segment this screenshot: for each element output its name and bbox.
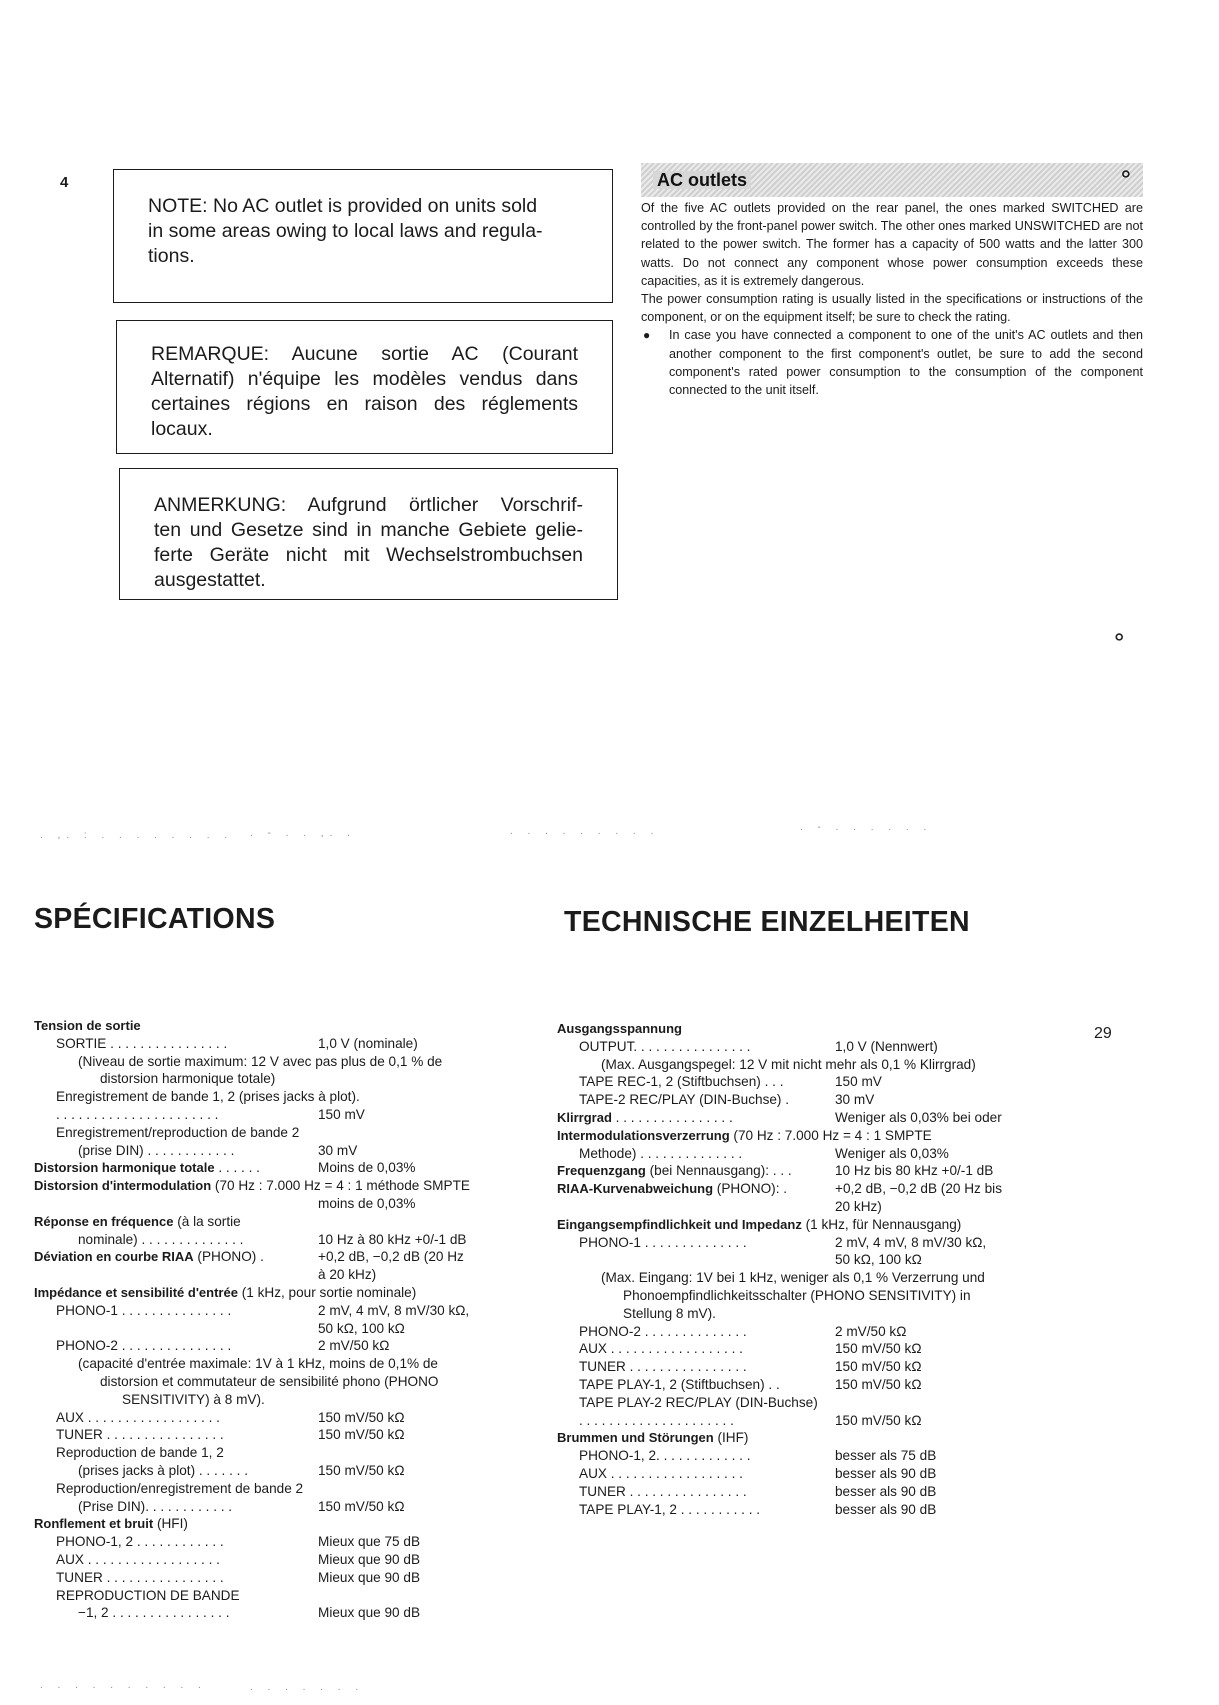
note-line: ANMERKUNG: Aufgrund örtlicher Vorschrif-: [154, 494, 583, 516]
spec-row: [34, 1106, 554, 1124]
spec-label: [623, 1305, 716, 1323]
spec-label: [557, 1429, 748, 1447]
spec-label: [34, 1213, 241, 1231]
spec-row: [557, 1251, 1077, 1269]
spec-value: 1,0 V (nominale): [318, 1035, 418, 1051]
spec-value: 150 mV/50 kΩ: [835, 1359, 922, 1375]
spec-label-text: . . . . . . . . . . . . . . . . . . . . . .: [56, 1106, 219, 1122]
spec-row: [557, 1465, 1077, 1483]
spec-label: [56, 1587, 240, 1605]
spec-row: [34, 1391, 554, 1409]
spec-label-text: (HFI): [153, 1516, 188, 1532]
spec-row: [34, 1533, 554, 1551]
note-line: in some areas owing to local laws and regula-: [148, 220, 543, 242]
spec-label-text: SORTIE . . . . . . . . . . . . . . . .: [56, 1035, 228, 1051]
spec-value: besser als 90 dB: [835, 1501, 937, 1517]
spec-label-text: distorsion et commutateur de sensibilité phono (PHONO: [100, 1373, 439, 1389]
note-line: NOTE: No AC outlet is provided on units sold: [148, 195, 538, 217]
spec-label-text: AUX . . . . . . . . . . . . . . . . . .: [56, 1409, 220, 1425]
note-box-french: [116, 320, 613, 454]
spec-label-text: TAPE REC-1, 2 (Stiftbuchsen) . . .: [579, 1074, 784, 1090]
spec-row: [34, 1515, 554, 1533]
spec-section-title: Klirrgrad: [557, 1109, 612, 1125]
spec-label: [56, 1337, 231, 1355]
spec-label: [579, 1323, 747, 1341]
note-box-english: [113, 169, 613, 303]
spec-row: [34, 1266, 554, 1284]
spec-label-text: PHONO-1 . . . . . . . . . . . . . .: [579, 1234, 747, 1250]
spec-label-text: TUNER . . . . . . . . . . . . . . . .: [56, 1427, 224, 1443]
spec-row: [34, 1480, 554, 1498]
scan-speckle: . - . . . . . .: [800, 822, 933, 833]
spec-row: [557, 1358, 1077, 1376]
spec-value: 150 mV/50 kΩ: [835, 1376, 922, 1392]
spec-label: [579, 1073, 783, 1091]
spec-label-text: PHONO-1, 2. . . . . . . . . . . . .: [579, 1448, 751, 1464]
spec-value: 30 mV: [835, 1092, 875, 1108]
spec-label-text: (prise DIN) . . . . . . . . . . . .: [78, 1142, 235, 1158]
spec-label-text: (IHF): [713, 1430, 749, 1446]
spec-row: [34, 1587, 554, 1605]
spec-row: [557, 1162, 1077, 1180]
ac-bullet: [641, 326, 1143, 399]
spec-label: [78, 1604, 229, 1622]
spec-label-text: (à la sortie: [173, 1213, 241, 1229]
spec-label: [122, 1391, 265, 1409]
spec-row: [34, 1337, 554, 1355]
note-line: ferte Geräte nicht mit Wechselstrombuchsen: [154, 544, 583, 566]
spec-label-text: Phonoempfindlichkeitsschalter (PHONO SENSITIVITY) in: [623, 1287, 971, 1303]
spec-row: [557, 1020, 1077, 1038]
spec-value: 2 mV, 4 mV, 8 mV/30 kΩ,: [318, 1302, 470, 1318]
spec-label-text: (prises jacks à plot) . . . . . . .: [78, 1462, 248, 1478]
spec-label-text: PHONO-2 . . . . . . . . . . . . . .: [579, 1323, 747, 1339]
spec-label-text: (Max. Ausgangspegel: 12 V mit nicht mehr als 0,1 % Klirrgrad): [601, 1056, 976, 1072]
spec-label-text: TAPE-2 REC/PLAY (DIN-Buchse) .: [579, 1092, 790, 1108]
spec-label-text: TUNER . . . . . . . . . . . . . . . .: [56, 1569, 224, 1585]
spec-label: [579, 1091, 789, 1109]
spec-row: [34, 1177, 554, 1195]
spec-value: 150 mV/50 kΩ: [318, 1498, 405, 1514]
spec-value: à 20 kHz): [318, 1267, 377, 1283]
spec-label-text: PHONO-1, 2 . . . . . . . . . . . .: [56, 1534, 224, 1550]
spec-label: [601, 1056, 976, 1074]
ac-outlets-section: [641, 163, 1143, 399]
spec-value: 2 mV/50 kΩ: [835, 1323, 907, 1339]
spec-value: 50 kΩ, 100 kΩ: [318, 1320, 405, 1336]
spec-label-text: nominale) . . . . . . . . . . . . . .: [78, 1231, 244, 1247]
spec-value: 1,0 V (Nennwert): [835, 1038, 938, 1054]
spec-label: [56, 1426, 224, 1444]
spec-row: [34, 1284, 554, 1302]
spec-label-text: TUNER . . . . . . . . . . . . . . . .: [579, 1359, 747, 1375]
spec-row: [557, 1056, 1077, 1074]
spec-row: [557, 1376, 1077, 1394]
spec-row: [557, 1394, 1077, 1412]
spec-label-text: REPRODUCTION DE BANDE: [56, 1587, 240, 1603]
spec-label: [34, 1159, 260, 1177]
spec-label-text: AUX . . . . . . . . . . . . . . . . . .: [579, 1465, 743, 1481]
spec-row: [34, 1213, 554, 1231]
spec-section-title: Ronflement et bruit: [34, 1516, 154, 1532]
spec-label-text: Reproduction de bande 1, 2: [56, 1445, 224, 1461]
note-box-german: [119, 468, 618, 600]
spec-value: 10 Hz bis 80 kHz +0/-1 dB: [835, 1163, 994, 1179]
spec-label-text: (Max. Eingang: 1V bei 1 kHz, weniger als 0,1 % Verzerrung und: [601, 1270, 985, 1286]
spec-value: 10 Hz à 80 kHz +0/-1 dB: [318, 1231, 467, 1247]
spec-value: besser als 75 dB: [835, 1448, 937, 1464]
spec-row: [34, 1053, 554, 1071]
spec-label: [579, 1412, 734, 1430]
spec-value: besser als 90 dB: [835, 1465, 937, 1481]
spec-label: [100, 1070, 275, 1088]
spec-value: 2 mV/50 kΩ: [318, 1338, 390, 1354]
spec-row: [34, 1569, 554, 1587]
spec-row: [34, 1231, 554, 1249]
spec-value: 2 mV, 4 mV, 8 mV/30 kΩ,: [835, 1234, 987, 1250]
spec-label: [579, 1483, 747, 1501]
spec-label: [78, 1355, 438, 1373]
spec-row: [34, 1088, 554, 1106]
spec-row: [34, 1159, 554, 1177]
spec-label: [34, 1248, 264, 1266]
spec-value: 150 mV: [318, 1106, 365, 1122]
spec-section-title: Frequenzgang: [557, 1163, 646, 1179]
spec-label: [557, 1020, 682, 1038]
spec-row: [34, 1498, 554, 1516]
note-line: REMARQUE: Aucune sortie AC (Courant: [151, 343, 578, 365]
spec-label-text: −1, 2 . . . . . . . . . . . . . . . .: [78, 1605, 230, 1621]
spec-label: [34, 1177, 470, 1195]
spec-label-text: Stellung 8 mV).: [623, 1305, 716, 1321]
spec-row: [557, 1501, 1077, 1519]
spec-section-title: Distorsion harmonique totale: [34, 1160, 215, 1176]
spec-section-title: Eingangsempfindlichkeit und Impedanz: [557, 1216, 802, 1232]
spec-row: [557, 1429, 1077, 1447]
spec-value: 150 mV/50 kΩ: [318, 1409, 405, 1425]
scan-speckle: . ,. : . . . . . . . .: [40, 830, 234, 841]
scan-speckle: . . . . . . . . . .: [40, 1680, 207, 1691]
spec-section-title: Distorsion d'intermodulation: [34, 1178, 212, 1194]
spec-row: [557, 1091, 1077, 1109]
spec-label: [579, 1145, 742, 1163]
spec-label-text: AUX . . . . . . . . . . . . . . . . . .: [579, 1341, 743, 1357]
spec-value: besser als 90 dB: [835, 1483, 937, 1499]
spec-section-title: Tension de sortie: [34, 1018, 141, 1033]
spec-row: [557, 1216, 1077, 1234]
spec-label-text: (capacité d'entrée maximale: 1V à 1 kHz, moins de 0,1% de: [78, 1356, 438, 1372]
page-number-left: 4: [60, 174, 69, 191]
spec-label-text: (70 Hz : 7.000 Hz = 4 : 1 SMPTE: [729, 1127, 932, 1143]
spec-label-text: (Niveau de sortie maximum: 12 V avec pas plus de 0,1 % de: [78, 1053, 443, 1069]
ac-paragraph-1: Of the five AC outlets provided on the rear panel, the ones marked SWITCHED are controlled by the front-panel power switch. The other ones marked UNSWITCHED are not related to the power switch. The former has a capacity of 500 watts and the latter 300 watts. Do not connect any component whose power consumption exceeds these capacities, as it is extremely dangerous.: [641, 201, 1143, 288]
spec-label-text: TAPE PLAY-2 REC/PLAY (DIN-Buchse): [579, 1394, 818, 1410]
spec-row: [34, 1142, 554, 1160]
spec-section-title: Impédance et sensibilité d'entrée: [34, 1284, 238, 1300]
spec-label-text: (1 kHz, pour sortie nominale): [237, 1284, 417, 1300]
spec-value: 150 mV/50 kΩ: [318, 1462, 405, 1478]
spec-label: [579, 1394, 818, 1412]
spec-label-text: (Prise DIN). . . . . . . . . . . .: [78, 1498, 233, 1514]
spec-row: [557, 1127, 1077, 1145]
bullet-dot-icon: ●: [643, 328, 651, 343]
spec-label-text: OUTPUT. . . . . . . . . . . . . . . .: [579, 1038, 751, 1054]
spec-label-text: Reproduction/enregistrement de bande 2: [56, 1480, 304, 1496]
spec-label: [557, 1109, 733, 1127]
spec-label-text: (PHONO) .: [193, 1249, 264, 1265]
spec-value: Moins de 0,03%: [318, 1160, 416, 1176]
spec-label-text: Enregistrement/reproduction de bande 2: [56, 1124, 300, 1140]
spec-value: Mieux que 90 dB: [318, 1605, 421, 1621]
spec-list-french: [34, 1017, 554, 1622]
note-line: Alternatif) n'équipe les modèles vendus dans: [151, 368, 578, 390]
spec-label-text: . . . . . .: [214, 1160, 260, 1176]
spec-row: [557, 1234, 1077, 1252]
spec-label: [579, 1447, 750, 1465]
spec-label: [557, 1216, 961, 1234]
ac-bullet-text: In case you have connected a component to one of the unit's AC outlets and then another component to the first component's outlet, be sure to add the second component's rated power consumption to the consumption of the component connected to the unit itself.: [669, 328, 1143, 398]
spec-label-text: distorsion harmonique totale): [100, 1071, 276, 1087]
spec-value: Weniger als 0,03%: [835, 1145, 949, 1161]
ac-paragraph-2: The power consumption rating is usually listed in the specifications or instructions of the component, or on the equipment itself; be sure to check the rating.: [641, 292, 1143, 325]
spec-label: [579, 1465, 743, 1483]
spec-label-text: PHONO-1 . . . . . . . . . . . . . . .: [56, 1302, 232, 1318]
spec-row: [34, 1035, 554, 1053]
heading-specifications: SPÉCIFICATIONS: [34, 903, 276, 935]
spec-row: [557, 1412, 1077, 1430]
spec-row: [557, 1483, 1077, 1501]
scan-speckle: . . . . . . .: [250, 1682, 365, 1693]
spec-row: [557, 1198, 1077, 1216]
spec-row: [34, 1426, 554, 1444]
note-line: locaux.: [151, 418, 213, 440]
spec-value: 20 kHz): [835, 1198, 882, 1214]
spec-label-text: (70 Hz : 7.000 Hz = 4 : 1 méthode SMPTE: [211, 1178, 470, 1194]
spec-value: 150 mV: [835, 1074, 882, 1090]
spec-row: [557, 1287, 1077, 1305]
spec-section-title: Ausgangsspannung: [557, 1021, 682, 1036]
spec-value: 150 mV/50 kΩ: [835, 1341, 922, 1357]
spec-row: [557, 1323, 1077, 1341]
spec-row: [557, 1305, 1077, 1323]
spec-label-text: PHONO-2 . . . . . . . . . . . . . . .: [56, 1338, 232, 1354]
spec-label: [56, 1088, 360, 1106]
note-line: tions.: [148, 245, 195, 267]
spec-row: [34, 1373, 554, 1391]
note-line: ausgestattet.: [154, 569, 266, 591]
spec-value: 50 kΩ, 100 kΩ: [835, 1252, 922, 1268]
spec-label-text: (1 kHz, für Nennausgang): [801, 1216, 962, 1232]
spec-label-text: SENSITIVITY) à 8 mV).: [122, 1391, 265, 1407]
spec-value: +0,2 dB, −0,2 dB (20 Hz: [318, 1249, 464, 1265]
spec-label: [56, 1533, 224, 1551]
spec-label-text: TAPE PLAY-1, 2 . . . . . . . . . . .: [579, 1501, 761, 1517]
page-number-right: 29: [1094, 1025, 1112, 1042]
spec-label: [579, 1376, 780, 1394]
spec-label: [78, 1498, 232, 1516]
spec-label-text: TAPE PLAY-1, 2 (Stiftbuchsen) . .: [579, 1376, 780, 1392]
spec-label: [557, 1162, 792, 1180]
spec-label: [100, 1373, 439, 1391]
spec-label: [579, 1501, 760, 1519]
spec-label: [579, 1038, 750, 1056]
note-line: ten und Gesetze sind in manche Gebiete gelie-: [154, 519, 583, 541]
spec-label: [623, 1287, 971, 1305]
spec-label: [34, 1284, 416, 1302]
note-line: certaines régions en raison des réglements: [151, 393, 578, 415]
spec-row: [34, 1604, 554, 1622]
spec-section-title: Brummen und Störungen: [557, 1430, 714, 1446]
spec-row: [34, 1444, 554, 1462]
spec-label: [557, 1180, 787, 1198]
spec-value: Weniger als 0,03% bei oder: [835, 1109, 1002, 1125]
spec-value: Mieux que 75 dB: [318, 1534, 421, 1550]
spec-label-text: Enregistrement de bande 1, 2 (prises jacks à plot).: [56, 1089, 360, 1105]
spec-label-text: TUNER . . . . . . . . . . . . . . . .: [579, 1483, 747, 1499]
spec-row: [34, 1248, 554, 1266]
spec-label: [56, 1409, 220, 1427]
spec-label: [601, 1269, 985, 1287]
spec-list-german: [557, 1020, 1077, 1518]
plug-icon: ⚬: [1116, 162, 1135, 187]
spec-label: [557, 1127, 932, 1145]
spec-value: Mieux que 90 dB: [318, 1569, 421, 1585]
ac-outlets-title: AC outlets: [653, 171, 751, 189]
spec-label-text: (bei Nennausgang): . . .: [645, 1163, 792, 1179]
spec-label: [56, 1302, 231, 1320]
spec-row: [557, 1269, 1077, 1287]
spec-row: [34, 1124, 554, 1142]
spec-label: [56, 1480, 303, 1498]
spec-label: [56, 1035, 227, 1053]
ac-outlets-header: [641, 163, 1143, 197]
spec-section-title: Intermodulationsverzerrung: [557, 1127, 730, 1143]
spec-label: [78, 1142, 234, 1160]
spec-value: 150 mV/50 kΩ: [318, 1427, 405, 1443]
spec-label: [579, 1358, 747, 1376]
spec-label: [56, 1551, 220, 1569]
spec-value: Mieux que 90 dB: [318, 1551, 421, 1567]
spec-section-title: RIAA-Kurvenabweichung: [557, 1181, 714, 1197]
spec-label: [34, 1515, 188, 1533]
spec-label-text: AUX . . . . . . . . . . . . . . . . . .: [56, 1551, 220, 1567]
spec-section-title: Déviation en courbe RIAA: [34, 1249, 194, 1265]
spec-row: [557, 1180, 1077, 1198]
spec-row: [557, 1340, 1077, 1358]
spec-value: 30 mV: [318, 1142, 358, 1158]
plug-icon: ⚬: [1110, 625, 1129, 650]
spec-label-text: (PHONO): .: [713, 1181, 788, 1197]
spec-row: [34, 1355, 554, 1373]
spec-label-text: . . . . . . . . . . . . . . . .: [611, 1109, 733, 1125]
spec-value: 150 mV/50 kΩ: [835, 1412, 922, 1428]
spec-label: [579, 1234, 747, 1252]
spec-row: [557, 1073, 1077, 1091]
spec-row: [557, 1038, 1077, 1056]
spec-label: [56, 1569, 224, 1587]
spec-row: [34, 1017, 554, 1035]
spec-row: [557, 1447, 1077, 1465]
spec-row: [34, 1320, 554, 1338]
spec-label: [56, 1106, 218, 1124]
spec-row: [34, 1302, 554, 1320]
spec-label: [34, 1017, 141, 1035]
spec-section-title: Réponse en fréquence: [34, 1213, 174, 1229]
spec-label: [78, 1231, 243, 1249]
spec-value: +0,2 dB, −0,2 dB (20 Hz bis: [835, 1181, 1003, 1197]
spec-row: [34, 1409, 554, 1427]
spec-row: [557, 1145, 1077, 1163]
spec-label: [78, 1462, 248, 1480]
spec-row: [34, 1551, 554, 1569]
spec-label-text: Methode) . . . . . . . . . . . . . .: [579, 1145, 743, 1161]
spec-label: [56, 1444, 224, 1462]
heading-technische-einzelheiten: TECHNISCHE EINZELHEITEN: [564, 906, 970, 938]
spec-value: moins de 0,03%: [318, 1195, 416, 1211]
spec-row: [34, 1195, 554, 1213]
scan-speckle: . . . . . . . . .: [510, 826, 660, 837]
spec-label-text: . . . . . . . . . . . . . . . . . . . . .: [579, 1412, 734, 1428]
scan-speckle: . - . . ,. .: [250, 828, 356, 839]
spec-label: [78, 1053, 442, 1071]
spec-label: [579, 1340, 743, 1358]
spec-row: [34, 1462, 554, 1480]
spec-row: [34, 1070, 554, 1088]
spec-label: [56, 1124, 299, 1142]
spec-row: [557, 1109, 1077, 1127]
